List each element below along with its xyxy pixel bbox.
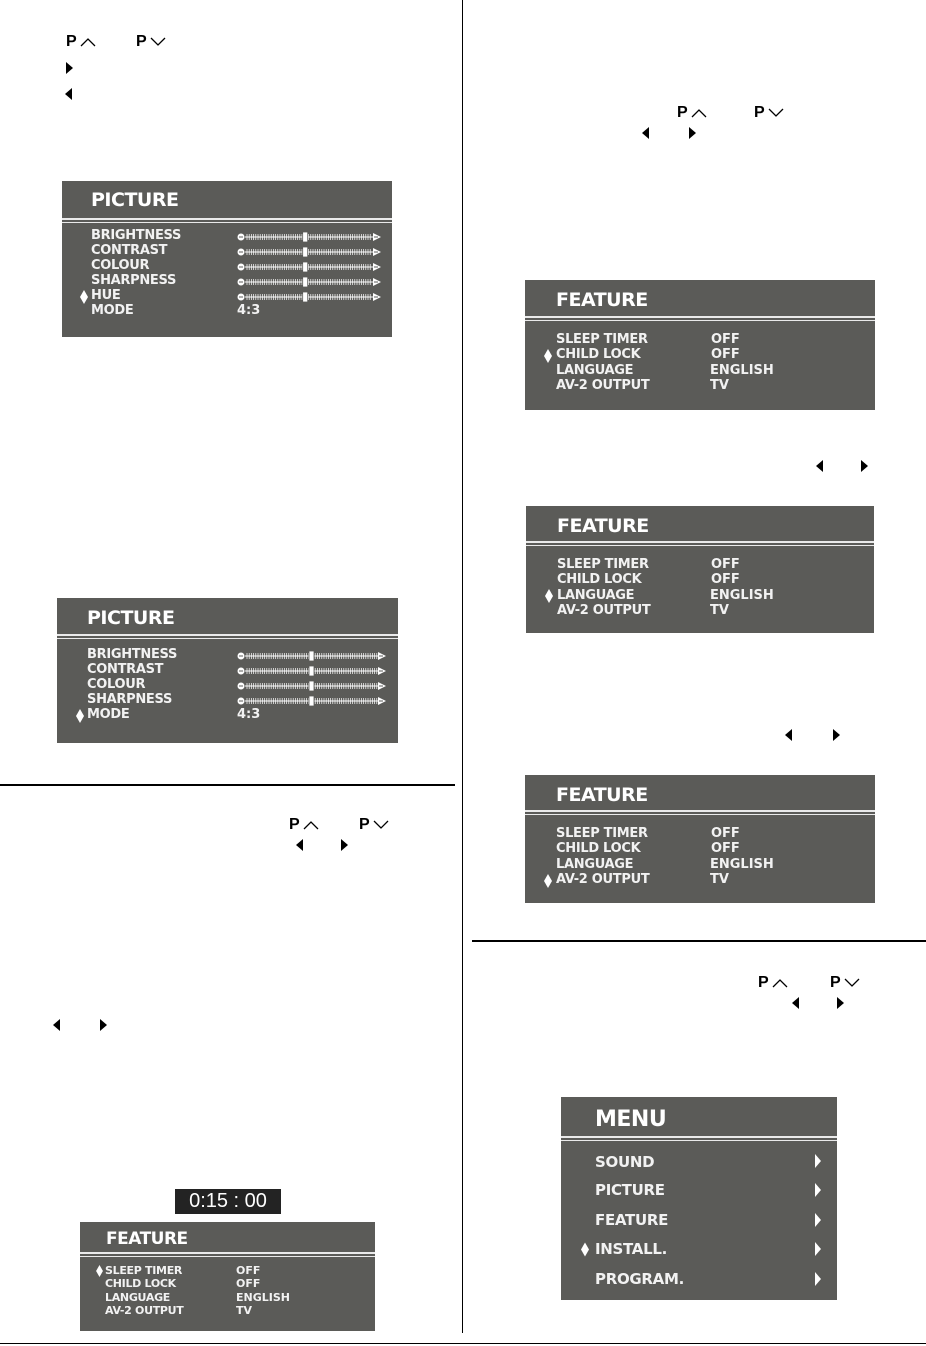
mode-value: 4:3: [237, 707, 261, 722]
selection-marker-icon: [545, 589, 553, 603]
menu-item-language[interactable]: LANGUAGE: [556, 857, 634, 872]
menu-item-child-lock[interactable]: CHILD LOCK: [557, 572, 642, 587]
menu-item-colour[interactable]: COLOUR: [87, 677, 146, 692]
column-divider: [462, 0, 463, 1333]
osd-title: FEATURE: [106, 1229, 188, 1249]
submenu-arrow-icon: [815, 1213, 821, 1227]
colour-slider[interactable]: [237, 681, 387, 691]
osd-rule: [561, 1140, 837, 1141]
right-arrow-icon: [861, 460, 868, 472]
feature-osd-menu: [525, 280, 875, 410]
av2-output-value: TV: [710, 603, 729, 618]
selection-marker-icon: [544, 874, 552, 888]
program-up-key: P: [289, 816, 319, 834]
colour-slider[interactable]: [237, 262, 382, 272]
menu-item-av2-output[interactable]: AV-2 OUTPUT: [556, 872, 650, 887]
right-arrow-icon: [833, 729, 840, 741]
menu-item-contrast[interactable]: CONTRAST: [87, 662, 164, 677]
menu-item-language[interactable]: LANGUAGE: [105, 1291, 171, 1304]
contrast-slider[interactable]: [237, 247, 382, 257]
menu-item-av2-output[interactable]: AV-2 OUTPUT: [556, 378, 650, 393]
brightness-slider[interactable]: [237, 651, 387, 661]
brightness-slider[interactable]: [237, 232, 382, 242]
menu-item-sleep-timer[interactable]: SLEEP TIMER: [105, 1264, 183, 1277]
menu-item-mode[interactable]: MODE: [87, 707, 130, 722]
hue-slider[interactable]: [237, 292, 382, 302]
chevron-down-icon: [768, 108, 784, 118]
sleep-timer-value: OFF: [236, 1264, 261, 1277]
feature-osd-menu: [526, 506, 874, 633]
chevron-up-icon: [80, 37, 96, 47]
selection-marker-icon: [581, 1242, 589, 1257]
osd-rule: [62, 222, 392, 223]
feature-osd-menu: [80, 1222, 375, 1331]
language-value: ENGLISH: [710, 363, 774, 378]
program-down-key: P: [359, 816, 389, 834]
osd-rule: [526, 545, 874, 546]
menu-item-av2-output[interactable]: AV-2 OUTPUT: [105, 1304, 184, 1317]
menu-item-sharpness[interactable]: SHARPNESS: [91, 273, 177, 288]
menu-item-sleep-timer[interactable]: SLEEP TIMER: [557, 557, 649, 572]
right-arrow-icon: [341, 839, 348, 851]
menu-item-install[interactable]: INSTALL.: [595, 1240, 668, 1258]
menu-item-picture[interactable]: PICTURE: [595, 1181, 665, 1199]
child-lock-value: OFF: [711, 841, 740, 856]
chevron-down-icon: [150, 37, 166, 47]
selection-marker-icon: [80, 290, 88, 304]
selection-marker-icon: [76, 709, 84, 723]
osd-title: FEATURE: [556, 289, 648, 311]
menu-item-sleep-timer[interactable]: SLEEP TIMER: [556, 332, 648, 347]
chevron-up-icon: [303, 820, 319, 830]
main-osd-menu: [561, 1097, 837, 1300]
sleep-timer-readout: 0:15 : 00: [175, 1189, 281, 1214]
av2-output-value: TV: [236, 1304, 253, 1317]
left-arrow-icon: [296, 839, 303, 851]
sleep-timer-value: OFF: [711, 826, 740, 841]
menu-item-sharpness[interactable]: SHARPNESS: [87, 692, 173, 707]
submenu-arrow-icon: [815, 1183, 821, 1197]
chevron-down-icon: [373, 820, 389, 830]
left-arrow-icon: [785, 729, 792, 741]
picture-osd-menu: [62, 181, 392, 337]
osd-title: PICTURE: [91, 189, 179, 211]
menu-item-brightness[interactable]: BRIGHTNESS: [91, 228, 182, 243]
osd-title: PICTURE: [87, 607, 175, 629]
contrast-slider[interactable]: [237, 666, 387, 676]
menu-item-av2-output[interactable]: AV-2 OUTPUT: [557, 603, 651, 618]
child-lock-value: OFF: [711, 347, 740, 362]
osd-title: MENU: [595, 1107, 667, 1132]
left-arrow-icon: [53, 1019, 60, 1031]
osd-title: FEATURE: [557, 515, 649, 537]
submenu-arrow-icon: [815, 1242, 821, 1256]
sleep-timer-value: OFF: [711, 332, 740, 347]
picture-osd-menu: [57, 598, 398, 743]
menu-item-feature[interactable]: FEATURE: [595, 1211, 669, 1229]
menu-item-colour[interactable]: COLOUR: [91, 258, 150, 273]
osd-rule: [525, 320, 875, 321]
program-down-key: P: [830, 974, 860, 992]
left-arrow-icon: [816, 460, 823, 472]
selection-marker-icon: [96, 1265, 103, 1277]
page-bottom-rule: [0, 1343, 926, 1344]
menu-item-child-lock[interactable]: CHILD LOCK: [556, 841, 641, 856]
osd-rule: [525, 814, 875, 815]
menu-item-program[interactable]: PROGRAM.: [595, 1270, 684, 1288]
language-value: ENGLISH: [710, 857, 774, 872]
menu-item-hue[interactable]: HUE: [91, 288, 121, 303]
osd-title: FEATURE: [556, 784, 648, 806]
left-arrow-icon: [792, 997, 799, 1009]
feature-osd-menu: [525, 775, 875, 903]
left-arrow-icon: [642, 127, 649, 139]
menu-item-contrast[interactable]: CONTRAST: [91, 243, 168, 258]
right-arrow-icon: [689, 127, 696, 139]
program-down-key: P: [136, 33, 166, 51]
selection-marker-icon: [544, 349, 552, 363]
section-divider-left: [0, 784, 455, 786]
mode-value: 4:3: [237, 303, 261, 318]
menu-item-language[interactable]: LANGUAGE: [557, 588, 635, 603]
menu-item-sound[interactable]: SOUND: [595, 1153, 655, 1171]
osd-rule: [80, 1256, 375, 1257]
right-arrow-icon: [100, 1019, 107, 1031]
osd-rule: [62, 218, 392, 220]
sharpness-slider[interactable]: [237, 277, 382, 287]
section-divider-right: [472, 940, 926, 942]
program-up-key: P: [677, 104, 707, 122]
menu-item-child-lock[interactable]: CHILD LOCK: [105, 1277, 176, 1290]
right-arrow-icon: [837, 997, 844, 1009]
av2-output-value: TV: [710, 872, 729, 887]
sleep-timer-value: OFF: [711, 557, 740, 572]
submenu-arrow-icon: [815, 1272, 821, 1286]
osd-rule: [80, 1252, 375, 1254]
osd-rule: [525, 316, 875, 318]
chevron-down-icon: [844, 978, 860, 988]
chevron-up-icon: [772, 978, 788, 988]
sharpness-slider[interactable]: [237, 696, 387, 706]
osd-rule: [561, 1136, 837, 1138]
language-value: ENGLISH: [710, 588, 774, 603]
menu-item-sleep-timer[interactable]: SLEEP TIMER: [556, 826, 648, 841]
left-arrow-icon: [65, 88, 72, 100]
child-lock-value: OFF: [711, 572, 740, 587]
chevron-up-icon: [691, 108, 707, 118]
program-up-key: P: [66, 33, 96, 51]
program-up-key: P: [758, 974, 788, 992]
menu-item-language[interactable]: LANGUAGE: [556, 363, 634, 378]
language-value: ENGLISH: [236, 1291, 290, 1304]
osd-rule: [525, 810, 875, 812]
menu-item-mode[interactable]: MODE: [91, 303, 134, 318]
right-arrow-icon: [66, 62, 73, 74]
osd-rule: [57, 638, 398, 639]
program-down-key: P: [754, 104, 784, 122]
osd-rule: [526, 541, 874, 543]
submenu-arrow-icon: [815, 1154, 821, 1168]
av2-output-value: TV: [710, 378, 729, 393]
menu-item-brightness[interactable]: BRIGHTNESS: [87, 647, 178, 662]
child-lock-value: OFF: [236, 1277, 261, 1290]
menu-item-child-lock[interactable]: CHILD LOCK: [556, 347, 641, 362]
osd-rule: [57, 634, 398, 636]
